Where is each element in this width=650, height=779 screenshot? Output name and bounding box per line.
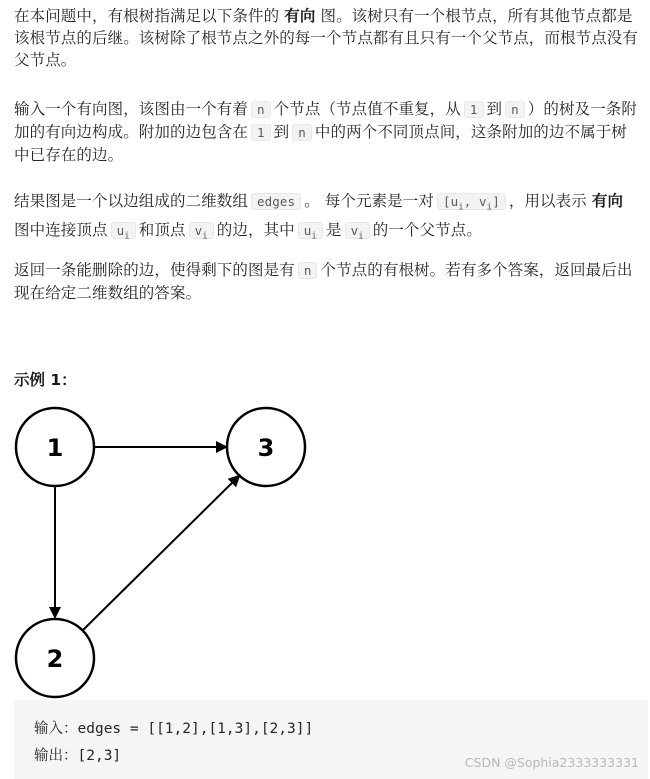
code-part: v (350, 222, 359, 238)
text: 到 (273, 123, 290, 141)
text: 返回一条能删除的边，使得剩下的图是有 (14, 261, 295, 279)
text: 到 (486, 100, 503, 118)
code-subscript: i (311, 231, 317, 241)
problem-paragraph-4 (14, 259, 642, 304)
code-subscript: i (124, 231, 130, 241)
code-part: ] (492, 194, 500, 209)
inline-code (298, 222, 323, 239)
text: 个节点（节点值不重复，从 (273, 100, 461, 118)
text: 。 每个元素是一对 (304, 192, 434, 210)
text: 在本问题中，有根树指满足以下条件的 (14, 7, 285, 25)
graph-diagram (0, 390, 340, 700)
text: 的边，其中 (216, 220, 295, 239)
inline-code (111, 222, 136, 239)
inline-code: edges (251, 193, 301, 210)
problem-paragraph-2 (14, 98, 642, 166)
node-3-label: 3 (257, 434, 275, 462)
example-input: 输入：edges = [[1,2],[1,3],[2,3]] (34, 721, 314, 737)
edge-2-3 (83, 476, 239, 630)
inline-code: n (298, 262, 318, 279)
inline-code (437, 193, 506, 213)
text: 图。该树只有一个根节点，所有其他节点都是该根节点的后继。该树除了根节点之外的每一个节点都有且只有一个父节点，而根节点没有父节点。 (14, 7, 639, 69)
inline-code: n (251, 101, 271, 118)
code-part: , v (463, 194, 487, 209)
node-2-label: 2 (46, 645, 64, 673)
text: 结果图是一个以边组成的二维数组 (14, 192, 249, 210)
inline-code: 1 (251, 124, 271, 141)
problem-paragraph-1 (14, 5, 642, 71)
code-subscript: i (202, 231, 208, 241)
watermark: CSDN @Sophia2333333331 (464, 755, 639, 770)
node-1-label: 1 (46, 434, 64, 462)
text: 中的两个不同顶点间，这条附加的边不属于树中已存在的边。 (14, 123, 627, 164)
text: 个节点的有根树。若有多个答案，返回最后出现在给定二维数组的答案。 (14, 261, 633, 302)
problem-paragraph-3 (14, 190, 642, 247)
code-subscript: i (358, 231, 364, 241)
inline-code: n (292, 124, 312, 141)
text: 是 (325, 220, 342, 239)
bold-text: 有向 (284, 7, 316, 25)
inline-code (189, 222, 214, 239)
inline-code: n (505, 101, 525, 118)
inline-code (345, 222, 370, 239)
inline-code: 1 (464, 101, 484, 118)
text: 的一个父节点。 (372, 220, 482, 239)
text: ，用以表示 (508, 192, 592, 210)
code-part: v (194, 222, 203, 238)
text: ）的树及一条附加的有向边构成。附加的边包含在 (14, 100, 637, 141)
text: 和顶点 (138, 220, 186, 239)
code-subscript: i (486, 202, 493, 213)
code-part: u (116, 222, 125, 238)
code-part: u (303, 222, 312, 238)
example-output: 输出：[2,3] (34, 748, 122, 764)
text: 图中连接顶点 (14, 220, 108, 239)
text: 输入一个有向图，该图由一个有着 (14, 100, 249, 118)
bold-text: 有向 (591, 192, 624, 210)
example-title: 示例 1： (14, 371, 77, 389)
code-subscript: i (458, 202, 464, 213)
code-part: [u (442, 194, 459, 209)
